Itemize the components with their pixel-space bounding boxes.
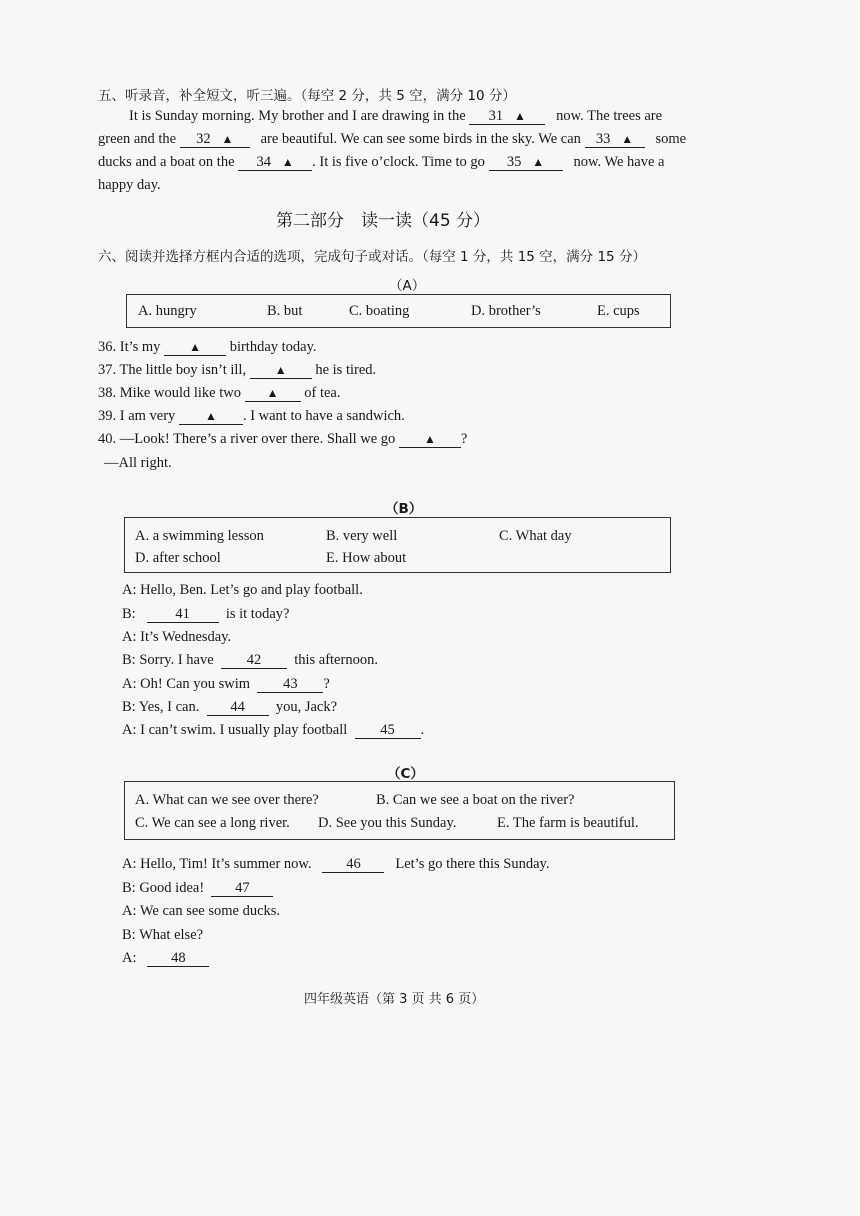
passage-line-3: [98, 154, 664, 171]
part2-title: 第二部分 读一读（45 分）: [276, 211, 491, 231]
text: this afternoon.: [294, 652, 378, 668]
triangle-icon: ▲: [274, 363, 287, 377]
dialog-b-line-2: [122, 606, 289, 623]
page-footer: 四年级英语（第 3 页 共 6 页）: [304, 992, 485, 1007]
text: of tea.: [304, 385, 341, 401]
blank-36[interactable]: [164, 340, 226, 356]
option-a: A. hungry: [138, 303, 197, 319]
blank-35[interactable]: [489, 155, 563, 171]
dialog-b-line-7: [122, 722, 424, 739]
blank-number: 35: [506, 154, 522, 170]
dialog-c-line-2: [122, 880, 273, 897]
option-c: C. We can see a long river.: [135, 815, 290, 831]
option-d: D. brother’s: [471, 303, 541, 319]
text: is it today?: [225, 606, 290, 622]
text: 37. The little boy isn’t ill,: [98, 362, 247, 378]
option-e: E. The farm is beautiful.: [497, 815, 639, 831]
triangle-icon: ▲: [621, 132, 634, 146]
dialog-c-line-3: A: We can see some ducks.: [122, 903, 281, 919]
text: ducks and a boat on the: [98, 154, 235, 170]
text: B: Yes, I can.: [122, 699, 200, 715]
text: .: [420, 722, 425, 738]
text: you, Jack?: [275, 699, 338, 715]
text: A: I can’t swim. I usually play football: [122, 722, 348, 738]
blank-41[interactable]: 41: [147, 607, 219, 623]
blank-47[interactable]: 47: [211, 881, 273, 897]
text: 36. It’s my: [98, 339, 161, 355]
passage-line-4: happy day.: [98, 177, 161, 193]
question-36: [98, 339, 317, 356]
blank-40[interactable]: [399, 432, 461, 448]
text: . I want to have a sandwich.: [242, 408, 405, 424]
blank-34[interactable]: [238, 155, 312, 171]
option-a: A. a swimming lesson: [135, 528, 264, 544]
blank-number: 33: [595, 131, 611, 147]
text: 39. I am very: [98, 408, 176, 424]
dialog-c-line-5: [122, 950, 209, 967]
passage-line-2: [98, 131, 686, 148]
triangle-icon: ▲: [204, 409, 217, 423]
blank-43[interactable]: 43: [257, 677, 323, 693]
blank-33[interactable]: [585, 132, 645, 148]
blank-46[interactable]: 46: [322, 857, 384, 873]
text: A:: [122, 950, 137, 966]
text: B: Sorry. I have: [122, 652, 214, 668]
dialog-b-line-6: [122, 699, 337, 716]
text: now. The trees are: [556, 108, 663, 124]
option-b: B. Can we see a boat on the river?: [376, 792, 575, 808]
option-e: E. How about: [326, 550, 407, 566]
dialog-b-line-5: [122, 676, 330, 693]
blank-44[interactable]: 44: [207, 700, 269, 716]
section5-heading: 五、听录音，补全短文，听三遍。（每空 2 分，共 5 空，满分 10 分）: [98, 88, 516, 104]
question-40: [98, 431, 467, 448]
blank-32[interactable]: [180, 132, 250, 148]
text: 38. Mike would like two: [98, 385, 241, 401]
option-b: B. but: [267, 303, 303, 319]
triangle-icon: ▲: [281, 155, 294, 169]
text: It is Sunday morning. My brother and I are drawing in the: [129, 108, 466, 124]
text: A: Hello, Tim! It’s summer now.: [122, 856, 312, 872]
blank-48[interactable]: 48: [147, 951, 209, 967]
blank-number: 34: [256, 154, 271, 170]
text: now. We have a: [573, 154, 665, 170]
text: are beautiful. We can see some birds in the sky. We can: [260, 131, 581, 147]
option-e: E. cups: [597, 303, 640, 319]
text: ?: [460, 431, 468, 447]
text: ?: [323, 676, 330, 692]
triangle-icon: ▲: [266, 386, 279, 400]
section-a-label: （A）: [389, 278, 426, 294]
option-c: C. boating: [349, 303, 410, 319]
option-b: B. very well: [326, 528, 398, 544]
option-d: D. See you this Sunday.: [318, 815, 457, 831]
option-d: D. after school: [135, 550, 221, 566]
text: 40. —Look! There’s a river over there. Shall we go: [98, 431, 396, 447]
option-a: A. What can we see over there?: [135, 792, 319, 808]
dialog-b-line-1: A: Hello, Ben. Let’s go and play football.: [122, 582, 363, 598]
text: birthday today.: [229, 339, 317, 355]
option-box-a: [126, 294, 671, 328]
dialog-b-line-3: A: It’s Wednesday.: [122, 629, 232, 645]
question-39: [98, 408, 405, 425]
text: B: Good idea!: [122, 880, 205, 896]
blank-number: 31: [488, 108, 504, 124]
dialog-c-line-1: [122, 856, 549, 873]
triangle-icon: ▲: [423, 432, 436, 446]
option-box-c: [124, 781, 675, 840]
blank-37[interactable]: [250, 363, 312, 379]
triangle-icon: ▲: [532, 155, 545, 169]
blank-number: 32: [196, 131, 211, 147]
text: he is tired.: [315, 362, 377, 378]
blank-45[interactable]: 45: [355, 723, 421, 739]
passage-line-1: [129, 108, 662, 125]
dialog-b-line-4: [122, 652, 378, 669]
blank-39[interactable]: [179, 409, 243, 425]
text: Let’s go there this Sunday.: [395, 856, 550, 872]
question-40-reply: —All right.: [104, 455, 172, 471]
triangle-icon: ▲: [189, 340, 201, 354]
section-b-label: （B）: [385, 501, 423, 517]
text: green and the: [98, 131, 177, 147]
option-c: C. What day: [499, 528, 572, 544]
text: some: [655, 131, 687, 147]
question-37: [98, 362, 376, 379]
section-c-label: （C）: [387, 766, 424, 782]
option-box-b: [124, 517, 671, 573]
dialog-c-line-4: B: What else?: [122, 927, 204, 943]
text: A: Oh! Can you swim: [122, 676, 251, 692]
blank-42[interactable]: 42: [221, 653, 287, 669]
blank-38[interactable]: [245, 386, 301, 402]
triangle-icon: ▲: [221, 132, 234, 146]
text: . It is five o’clock. Time to go: [312, 154, 485, 170]
question-38: [98, 385, 340, 402]
triangle-icon: ▲: [514, 109, 526, 123]
text: B:: [122, 606, 136, 622]
blank-31[interactable]: [469, 109, 545, 125]
section6-heading: 六、阅读并选择方框内合适的选项，完成句子或对话。（每空 1 分，共 15 空，满分 15 分）: [98, 249, 646, 265]
